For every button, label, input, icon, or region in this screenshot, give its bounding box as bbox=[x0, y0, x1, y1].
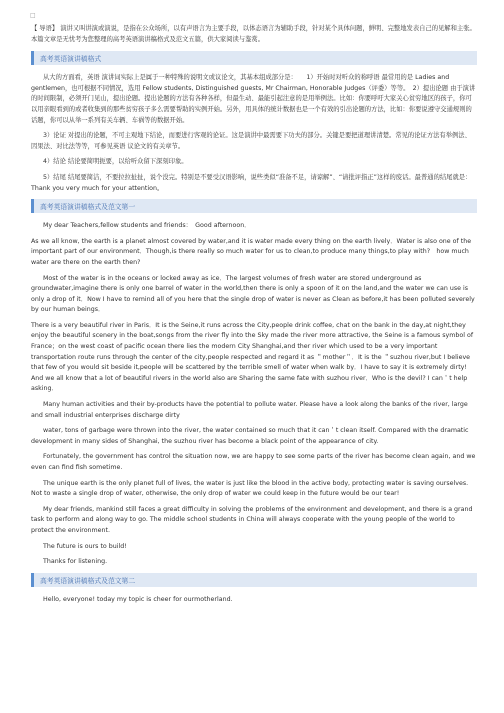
header-marker: □ bbox=[30, 12, 36, 19]
paragraph: water, tons of garbage were thrown into the river, the water contained so much that it can＇t clean itself. Compared with the dramatic development in many sides of Shanghai, the suzhou river has become a black point of the appearance of city. bbox=[31, 427, 469, 445]
section-heading-sample-1 bbox=[31, 199, 477, 213]
paragraph: Thanks for listening. bbox=[43, 558, 108, 566]
paragraph: There is a very beautiful river in Paris．It is the Seine,it runs across the City,people drink coffee, chat on the bank in the day,at night,they enjoy the beautiful scenery in the boat,songs from the river fly into the Sky made the river more attractive, the Seine is a famous symbol of France；on the west coast of pacific ocean there lies the modern City Shanghai,and ther river which used to be a very important transportation route runs through the center of the city,people respected and regard it as ＂mother＂．It is the ＂suzhou river,but I believe that few of you would sit beside it,people will be scattered by the terrible smell of water when walk by．I have to say it is extremely dirty! And we all know that a lot of beautiful rivers in the world also are Sharing the same fate with suzhou river．Who is the devil? I can＇t help asking． bbox=[31, 321, 474, 393]
paragraph: Most of the water is in the oceans or locked away as ice．The largest volumes of fresh water are stored underground as groundwater,imagine there is only one barrel of water in the world,then there is only a spoon of it on the land,and the water we can use is only a drop of it．Now I have to remind all of you here that the single drop of water is never as Clean as before,it has been polluted severely by our human beings． bbox=[31, 274, 475, 314]
paragraph: The unique earth is the only planet full of lives, the water is just like the blood in the active body, protecting water is saving ourselves. Not to waste a single drop of water, otherwise, the only drop of water we could keep in the future would be our tear! bbox=[31, 479, 469, 498]
paragraph: As we all know, the earth is a planet almost covered by water,and it is water made every thing on the earth lively．Water is also one of the important part of our environment．Though,is there really so much water for us to clean,to produce many things,to play with? how much water are there on the earth then? bbox=[31, 237, 472, 266]
section-heading-sample-2 bbox=[31, 573, 477, 587]
section-heading-text: 高考英语演讲稿格式及范文第二 bbox=[40, 576, 136, 585]
paragraph: The future is ours to build! bbox=[43, 542, 127, 550]
section-heading-format bbox=[31, 51, 477, 65]
intro-paragraph: 【 导语】 演讲又叫讲演或演说，是指在公众场所，以有声语言为主要手段，以体态语言为辅助手段，针对某个具体问题，鲜明、完整地发表自己的见解和主张。本篇文章是无忧考为您整理的高考英语演讲稿格式及范文五篇，供大家阅读与鉴赏。 bbox=[31, 25, 476, 43]
paragraph: 4）结论 结论要简明扼要，以给听众留下深刻印象。 bbox=[43, 158, 188, 166]
paragraph: My dear friends, mankind still faces a great difficulty in solving the problems of the environment and development, and there is a grand task to perform and along way to go. The middle school students in China will always cooperate with the young people of the world to protect the environment. bbox=[31, 505, 473, 534]
section-heading-text: 高考英语演讲稿格式及范文第一 bbox=[40, 203, 136, 212]
paragraph: My dear Teachers,fellow students and friends： Good afternoon． bbox=[43, 222, 251, 230]
paragraph: 5）结尾 结尾要简洁，不要拉拉扯扯，说个没完。特别是不要受汉语影响，说些类似“准备不足，请谅解”、“请批评指正”这样的废话。最普通的结尾就是：Thank you very much for your attention。 bbox=[31, 173, 472, 192]
section-heading-text: 高考英语演讲稿格式 bbox=[40, 55, 102, 64]
paragraph: Fortunately, the government has control the situation now, we are happy to see some parts of the river has become clean again, and we even can find fish sometime. bbox=[31, 453, 476, 471]
paragraph: Many human activities and their by-products have the potential to pollute water. Please have a look along the banks of the river, large and small industrial enterprises discharge dirty bbox=[31, 401, 468, 419]
paragraph: 3）论证 对提出的论题，不可主观地下结论，而要进行客观的论证。这是演讲中最需要下功夫的部分。关键是要把道理讲清楚。常见的论证方法有举例法、因果法、对比法等等，可参见英语 议论文的有关章节。 bbox=[31, 132, 471, 150]
document-body bbox=[31, 24, 477, 610]
paragraph: 从大的方面看，英语 演讲词实际上是属于一种特殊的说明文或议论文，其基本组成部分是： 1）开始时对听众的称呼语 最常用的是 Ladies and gentlemen，也可根据不同情况，选用 Fellow students, Distinguished guests, Mr Chairman, Honorable Judges（评委）等等。 2）提出论题 由于演讲的时间限制，必须开门见山，提出论题。提出论题的方法有各种各样，但最生动、最能引起注意的是用举例法。比如：你要呼吁大家关心贫穷地区的孩子，你可以用亲眼看到的或者收集到的那些贫穷孩子多么需要帮助的实例开始。另外，用具体的统计数据也是一个有效的引出论题的方法，比如：你要说遵守交通规则的话题，你可以从举一系列有关车辆、车祸等的数据开始。 bbox=[31, 74, 476, 124]
paragraph: Hello, everyone! today my topic is cheer for ourmotherland. bbox=[43, 595, 233, 603]
